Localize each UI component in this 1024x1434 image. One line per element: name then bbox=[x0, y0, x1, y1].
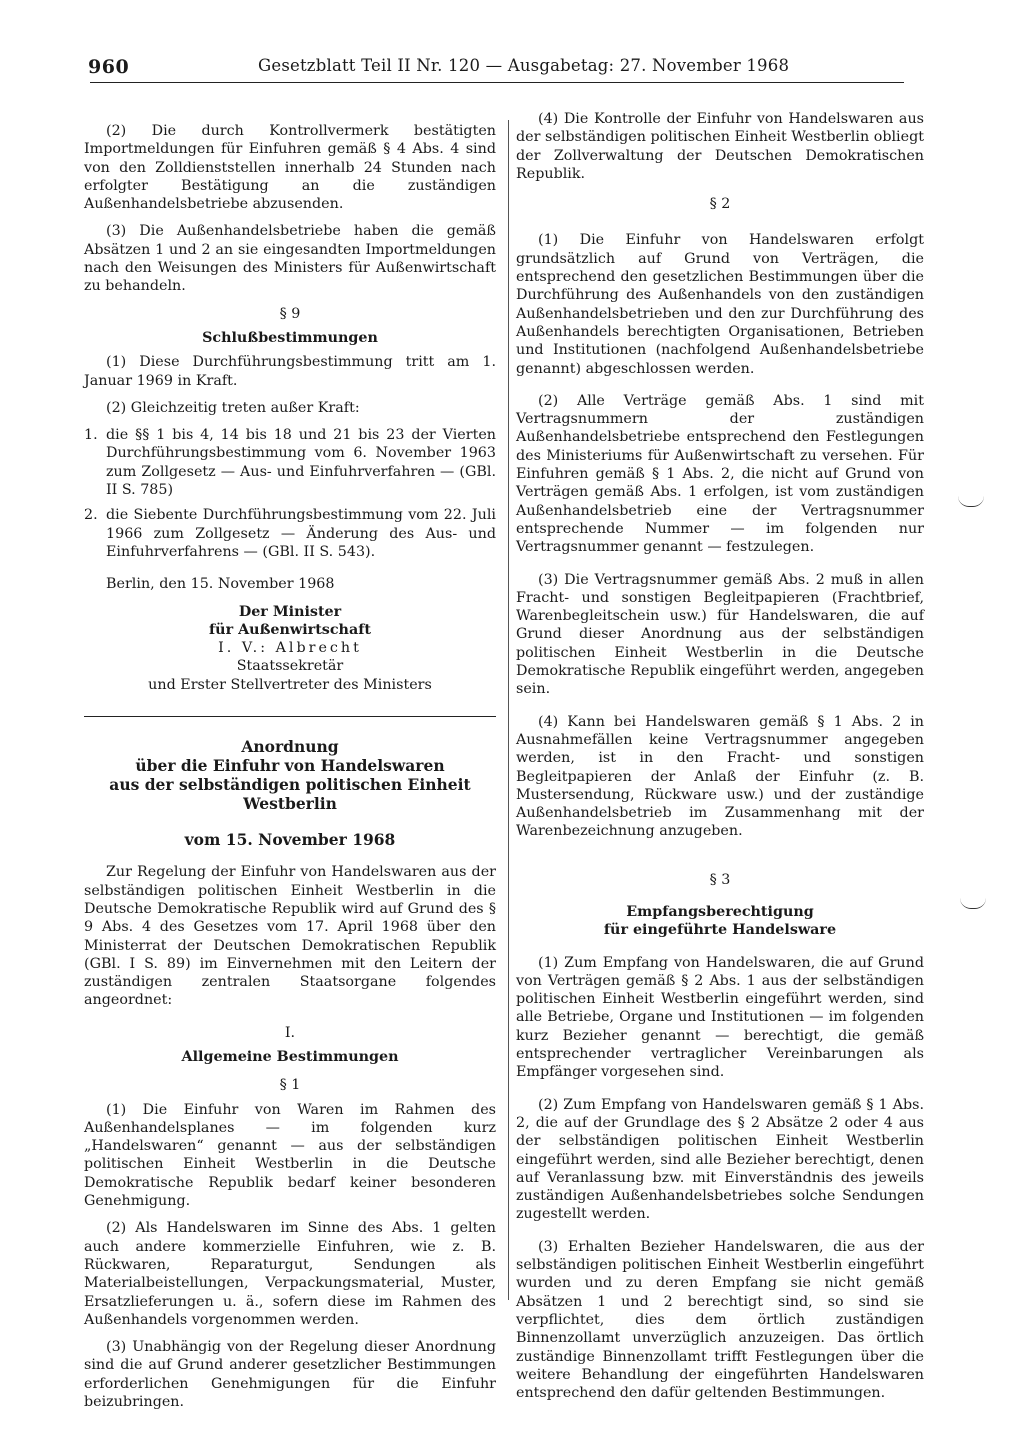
signatory-ministry: für Außenwirtschaft bbox=[209, 621, 371, 638]
section-2-paragraph-1: (1) Die Einfuhr von Handelswaren erfolgt grundsätzlich auf Grund von Verträgen, die entsprechend den gesetzlichen Bestimmungen über die Durchführung des Außenhandels von den zuständigen Außenhandelsbetrieben und den zur Durchführung des Außenhandels berechtigten Organisationen, Betrieben und Institutionen (nachfolgend Außenhandelsbetriebe genannt) abgeschlossen werden. bbox=[516, 232, 924, 377]
signatory-role: Staatssekretär bbox=[236, 658, 344, 675]
import-paragraph-2: (2) Die durch Kontrollvermerk bestätigten Importmeldungen für Einfuhren gemäß § 4 Abs. 4 sind von den Zolldienststellen innerhalb 24 Stunden nach erfolgter Bestätigung an die zuständigen Außenhandelsbetriebe abzusenden. bbox=[84, 123, 496, 213]
ordinance-date: vom 15. November 1968 bbox=[184, 830, 396, 850]
section-9-sign: § 9 bbox=[279, 305, 301, 322]
section-2-sign: § 2 bbox=[709, 196, 731, 213]
repeal-item bbox=[84, 426, 496, 499]
signatory-title: Der Minister bbox=[238, 603, 342, 620]
page-number: 960 bbox=[88, 56, 130, 78]
ordinance-preamble: Zur Regelung der Einfuhr von Handelswaren aus der selbständigen politischen Einheit Westberlin in die Deutsche Demokratische Republik wird auf Grund des § 9 Abs. 4 des Gesetzes vom 17. April 1968 über den Ministerrat der Deutschen Demokratischen Republik (GBl. I S. 89) im Einvernehmen mit den Leitern der zuständigen zentralen Staatsorgane folgendes angeordnet: bbox=[84, 864, 496, 1009]
section-1-paragraph-1: (1) Die Einfuhr von Waren im Rahmen des Außenhandelsplanes — im folgenden kurz „Handelswaren“ genannt — aus der selbständigen politischen Einheit Westberlin in die Deutsche Demokratische Republik bedarf keiner besonderen Genehmigung. bbox=[84, 1101, 496, 1210]
signature-block bbox=[84, 603, 496, 694]
section-3-subtitle: für eingeführte Handelsware bbox=[603, 922, 837, 939]
repeal-item-text: die §§ 1 bis 4, 14 bis 18 und 21 bis 23 der Vierten Durchführungsbestimmung vom 6. November 1963 zum Zollgesetz — Aus- und Einfuhrverfahren — (GBl. II S. 785) bbox=[106, 427, 496, 499]
ordinance-title: Anordnung bbox=[241, 737, 339, 757]
left-column bbox=[84, 122, 496, 1420]
margin-mark bbox=[958, 496, 984, 507]
section-3-title: Empfangsberechtigung bbox=[626, 903, 814, 920]
section-3-paragraph-2: (2) Zum Empfang von Handelswaren gemäß § 1 Abs. 2, die auf der Grundlage des § 2 Absätze 2 oder 4 aus der selbständigen politischen Einheit Westberlin eingeführt werden, sind alle Bezieher berechtigt, denen auf Veranlassung bzw. mit Einverständnis des jeweils zuständigen Außenhandelsbetriebes solche Sendungen zugestellt werden. bbox=[516, 1096, 924, 1223]
section-1-paragraph-4: (4) Die Kontrolle der Einfuhr von Handelswaren aus der selbständigen politischen Einheit Westberlin obliegt der Zollverwaltung der Deutschen Demokratischen Republik. bbox=[516, 111, 924, 182]
section-1-sign: § 1 bbox=[279, 1077, 301, 1094]
margin-mark bbox=[960, 898, 986, 909]
place-date: Berlin, den 15. November 1968 bbox=[106, 576, 335, 593]
section-2-paragraph-4: (4) Kann bei Handelswaren gemäß § 1 Abs. 2 in Ausnahmefällen keine Vertragsnummer angegeben werden, ist in den Fracht- und sonstigen Begleitpapieren der Anlaß der Einfuhr (z. B. Mustersendung, Rückware usw.) und der zuständige Außenhandelsbetrieb im Zusammenhang mit der Warenbezeichnung anzugeben. bbox=[516, 713, 924, 840]
repeal-item-text: die Siebente Durchführungsbestimmung vom 22. Juli 1966 zum Zollgesetz — Änderung des Aus- und Einfuhrverfahrens — (GBl. II S. 543). bbox=[106, 507, 496, 560]
section-1-paragraph-3: (3) Unabhängig von der Regelung dieser Anordnung sind die auf Grund anderer gesetzlicher Bestimmungen erforderlichen Genehmigungen für die Einfuhr beizubringen. bbox=[84, 1339, 496, 1411]
section-2-paragraph-3: (3) Die Vertragsnummer gemäß Abs. 2 muß in allen Fracht- und sonstigen Begleitpapieren (Frachtbrief, Warenbegleitschein usw.) für Handelswaren, die auf Grund dieser Anordnung aus der selbständigen politischen Einheit Westberlin in die Deutsche Demokratische Republik eingeführt werden, angegeben sein. bbox=[516, 571, 924, 698]
right-column bbox=[516, 110, 924, 1411]
signatory-name: I. V.: Albrecht bbox=[218, 640, 362, 657]
part-number: I. bbox=[284, 1024, 296, 1041]
repeal-item bbox=[84, 506, 496, 561]
section-3-paragraph-3: (3) Erhalten Bezieher Handelswaren, die aus der selbständigen politischen Einheit Westberlin eingeführt wurden und zu deren Empfang sie nicht gemäß Absätzen 1 und 2 berechtigt sind, so sind sie verpflichtet, dies dem örtlich zuständigen Binnenzollamt unverzüglich anzuzeigen. Das örtlich zuständige Binnenzollamt trifft Festlegungen über die weitere Behandlung der eingeführten Handelswaren entsprechend den dafür geltenden Bestimmungen. bbox=[516, 1238, 924, 1402]
section-2-paragraph-2: (2) Alle Verträge gemäß Abs. 1 sind mit Vertragsnummern der zuständigen Außenhandelsbetriebe entsprechend den Festlegungen des Ministeriums für Außenwirtschaft zu versehen. Für Einfuhren gemäß § 1 Abs. 2, die nicht auf Grund von Verträgen gemäß Abs. 1 erfolgen, ist vom zuständigen Außenhandelsbetrieb eine der Vertragsnummer entsprechende Nummer — im folgenden nur Vertragsnummer genannt — festzulegen. bbox=[516, 392, 924, 556]
section-9-paragraph-1: (1) Diese Durchführungsbestimmung tritt am 1. Januar 1969 in Kraft. bbox=[84, 354, 496, 389]
signatory-role-2: und Erster Stellvertreter des Ministers bbox=[148, 676, 432, 693]
title-rule bbox=[84, 716, 496, 717]
ordinance-subtitle-2: aus der selbständigen politischen Einheit Westberlin bbox=[109, 775, 471, 814]
repeal-item-number: 2. bbox=[84, 507, 98, 524]
running-head: Gesetzblatt Teil II Nr. 120 — Ausgabetag: 27. November 1968 bbox=[258, 56, 790, 75]
import-paragraph-3: (3) Die Außenhandelsbetriebe haben die gemäß Absätzen 1 und 2 an sie eingesandten Importmeldungen nach den Weisungen des Ministers für Außenwirtschaft zu behandeln. bbox=[84, 223, 496, 295]
ordinance-subtitle: über die Einfuhr von Handelswaren bbox=[135, 756, 445, 776]
header-rule bbox=[90, 82, 904, 83]
section-9-title: Schlußbestimmungen bbox=[202, 329, 378, 346]
part-title: Allgemeine Bestimmungen bbox=[181, 1048, 399, 1065]
section-3-paragraph-1: (1) Zum Empfang von Handelswaren, die auf Grund von Verträgen gemäß § 2 Abs. 1 aus der selbständigen politischen Einheit Westberlin eingeführt werden, sind alle Betriebe, Organe und Institutionen — im folgenden kurz Bezieher genannt — berechtigt, die gemäß entsprechender vertraglicher Vereinbarungen als Empfänger vorgesehen sind. bbox=[516, 954, 924, 1081]
section-1-paragraph-2: (2) Als Handelswaren im Sinne des Abs. 1 gelten auch andere kommerzielle Einfuhren, wie z. B. Rückwaren, Reparaturgut, Sendungen als Materialbeistellungen, Verpackungsmaterial, Muster, Ersatzlieferungen u. ä., sofern diese im Rahmen des Außenhandels vorgenommen werden. bbox=[84, 1220, 496, 1328]
column-divider bbox=[508, 120, 509, 1300]
section-9-paragraph-2: (2) Gleichzeitig treten außer Kraft: bbox=[106, 399, 360, 416]
repeal-item-number: 1. bbox=[84, 427, 98, 444]
section-3-sign: § 3 bbox=[709, 871, 731, 888]
